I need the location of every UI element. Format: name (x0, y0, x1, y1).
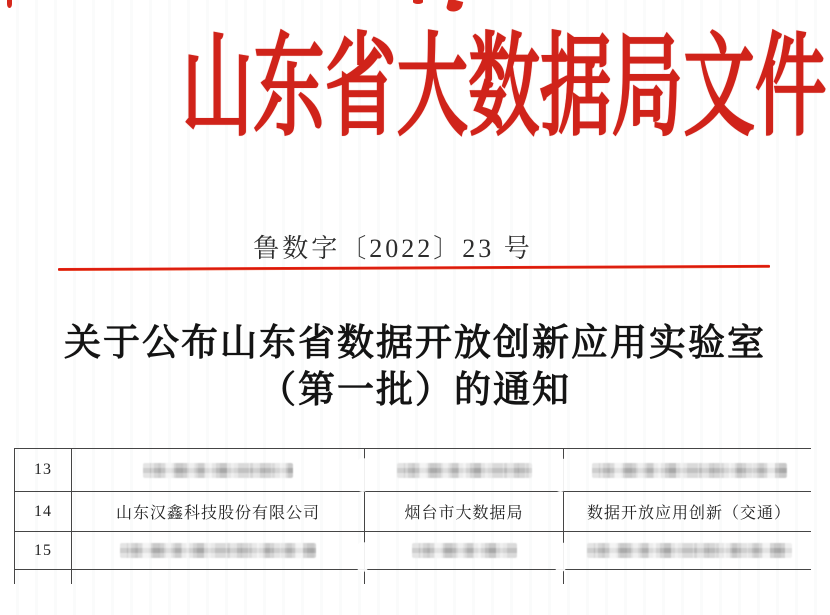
bureau-cell: 烟台市大数据局 (365, 492, 564, 532)
bureau-cell-redacted (365, 532, 564, 570)
table-row-15 (15, 532, 812, 570)
lab-cell-redacted (564, 532, 812, 570)
scan-artifact-speck (446, 0, 463, 14)
company-cell-redacted (72, 532, 365, 570)
redaction-blob (555, 542, 566, 572)
laboratory-table-grid (14, 448, 811, 584)
doc-number: 鲁数字〔2022〕23 号 (253, 234, 533, 263)
redaction-mosaic (587, 543, 792, 558)
redaction-mosaic (412, 543, 517, 558)
redaction-mosaic (120, 543, 316, 558)
lab-cell (564, 570, 812, 585)
laboratory-table (14, 448, 811, 584)
row-index-cell: 15 (15, 532, 72, 570)
row-index-cell (15, 570, 72, 585)
bureau-cell-redacted (365, 449, 564, 492)
scan-artifact-speck (413, 0, 423, 4)
row-index-cell: 13 (15, 449, 72, 492)
redaction-blob (357, 542, 368, 572)
redaction-mosaic (143, 463, 293, 478)
letterhead-title: 山东省大数据局文件 (181, 26, 827, 150)
company-cell (72, 570, 365, 585)
lab-cell: 数据开放应用创新（交通） (564, 492, 812, 532)
row-index-cell: 14 (15, 492, 72, 532)
table-row-14 (15, 492, 812, 532)
letterhead (0, 18, 830, 158)
doc-number-row (0, 228, 808, 265)
scan-artifact-speck (7, 0, 12, 8)
notice-title (0, 320, 830, 414)
lab-cell-redacted (564, 449, 812, 492)
red-divider-rule (58, 265, 770, 271)
notice-title-line1: 关于公布山东省数据开放创新应用实验室 (64, 323, 766, 364)
notice-title-line2: （第一批）的通知 (259, 370, 571, 411)
company-cell: 山东汉鑫科技股份有限公司 (72, 492, 365, 532)
bureau-cell (365, 570, 564, 585)
table-row-cropped (15, 570, 812, 585)
redaction-mosaic (592, 463, 787, 478)
table-row-13 (15, 449, 812, 492)
redaction-mosaic (397, 463, 532, 478)
redaction-blob (357, 458, 368, 492)
company-cell-redacted (72, 449, 365, 492)
redaction-blob (555, 458, 566, 492)
